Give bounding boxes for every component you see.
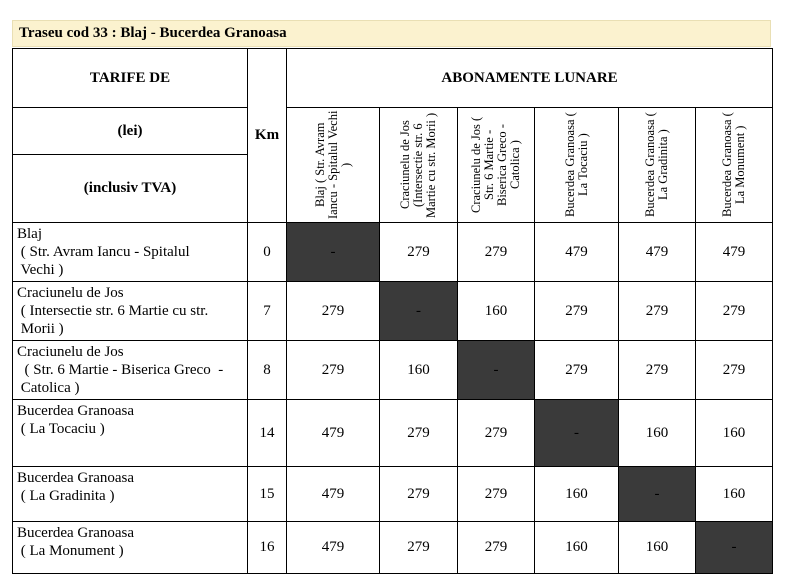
column-header-5 bbox=[696, 108, 773, 223]
row-label-line: Vechi ) bbox=[17, 262, 64, 278]
km-value: 15 bbox=[248, 467, 287, 522]
header-tarife: TARIFE DE bbox=[13, 49, 248, 108]
header-km: Km bbox=[248, 49, 287, 223]
price-cell: 160 bbox=[535, 522, 619, 574]
table-row bbox=[13, 400, 773, 467]
row-label-line: ( La Tocaciu ) bbox=[17, 421, 105, 437]
km-value: 7 bbox=[248, 282, 287, 341]
column-header-1 bbox=[380, 108, 458, 223]
route-title-bar bbox=[12, 20, 771, 47]
table-row bbox=[13, 223, 773, 282]
price-cell: 479 bbox=[696, 223, 773, 282]
row-label-line: ( Intersectie str. 6 Martie cu str. bbox=[17, 303, 209, 319]
row-label bbox=[13, 522, 248, 574]
row-label-line: Bucerdea Granoasa bbox=[17, 470, 135, 486]
column-header-label: Bucerdea Granoasa ( La Tocaciu ) bbox=[562, 112, 590, 218]
price-cell: 279 bbox=[619, 341, 696, 400]
row-label-line: Bucerdea Granoasa bbox=[17, 525, 135, 541]
price-cell: 279 bbox=[380, 522, 458, 574]
price-cell: 279 bbox=[287, 341, 380, 400]
column-header-label: Bucerdea Granoasa ( La Gradinita ) bbox=[643, 112, 670, 218]
row-label bbox=[13, 341, 248, 400]
row-label-line: ( La Monument ) bbox=[17, 543, 124, 559]
price-cell: 279 bbox=[535, 341, 619, 400]
column-header-0 bbox=[287, 108, 380, 223]
price-cell: 279 bbox=[696, 282, 773, 341]
row-label-line: Blaj bbox=[17, 226, 42, 242]
column-header-label: Craciunelu de Jos (Intersectie str. 6 Martie cu str. Morii ) bbox=[398, 112, 438, 218]
row-label-line: ( Str. 6 Martie - Biserica Greco - bbox=[17, 362, 224, 378]
price-cell: 279 bbox=[619, 282, 696, 341]
row-label-line: Craciunelu de Jos bbox=[17, 285, 124, 301]
price-cell: 279 bbox=[380, 400, 458, 467]
row-label bbox=[13, 223, 248, 282]
price-cell: 279 bbox=[458, 400, 535, 467]
km-value: 0 bbox=[248, 223, 287, 282]
price-cell: 479 bbox=[287, 400, 380, 467]
price-cell: 479 bbox=[619, 223, 696, 282]
table-row bbox=[13, 341, 773, 400]
diagonal-cell: - bbox=[619, 467, 696, 522]
price-cell: 160 bbox=[458, 282, 535, 341]
diagonal-cell: - bbox=[535, 400, 619, 467]
table-row bbox=[13, 282, 773, 341]
column-header-label: Blaj ( Str. Avram Iancu - Spitalul Vechi ) bbox=[312, 110, 353, 220]
row-label bbox=[13, 400, 248, 467]
diagonal-cell: - bbox=[287, 223, 380, 282]
column-header-3 bbox=[535, 108, 619, 223]
km-value: 16 bbox=[248, 522, 287, 574]
diagonal-cell: - bbox=[458, 341, 535, 400]
route-title: Traseu cod 33 : Blaj - Bucerdea Granoasa bbox=[19, 25, 287, 41]
price-cell: 279 bbox=[458, 522, 535, 574]
price-cell: 160 bbox=[696, 400, 773, 467]
column-header-4 bbox=[619, 108, 696, 223]
header-lei: (lei) bbox=[13, 108, 248, 155]
column-header-2 bbox=[458, 108, 535, 223]
price-cell: 279 bbox=[535, 282, 619, 341]
row-label-line: ( Str. Avram Iancu - Spitalul bbox=[17, 244, 190, 260]
table-row bbox=[13, 467, 773, 522]
row-label bbox=[13, 467, 248, 522]
row-label-line: Bucerdea Granoasa bbox=[17, 403, 135, 419]
header-abonamente: ABONAMENTE LUNARE bbox=[287, 49, 773, 108]
price-cell: 279 bbox=[458, 467, 535, 522]
price-cell: 279 bbox=[458, 223, 535, 282]
diagonal-cell: - bbox=[696, 522, 773, 574]
header-tva: (inclusiv TVA) bbox=[13, 155, 248, 223]
km-value: 14 bbox=[248, 400, 287, 467]
price-cell: 279 bbox=[380, 223, 458, 282]
table-row bbox=[13, 522, 773, 574]
price-cell: 279 bbox=[380, 467, 458, 522]
price-cell: 479 bbox=[287, 467, 380, 522]
price-cell: 160 bbox=[380, 341, 458, 400]
row-label-line: Morii ) bbox=[17, 321, 64, 337]
row-label-line: Craciunelu de Jos bbox=[17, 344, 124, 360]
price-cell: 279 bbox=[696, 341, 773, 400]
price-cell: 160 bbox=[619, 522, 696, 574]
column-header-label: Craciunelu de Jos ( Str. 6 Martie - Biserica Greco - Catolica ) bbox=[469, 116, 522, 214]
price-cell: 160 bbox=[535, 467, 619, 522]
price-cell: 160 bbox=[696, 467, 773, 522]
diagonal-cell: - bbox=[380, 282, 458, 341]
price-cell: 160 bbox=[619, 400, 696, 467]
tariff-table bbox=[12, 48, 773, 574]
price-cell: 279 bbox=[287, 282, 380, 341]
row-label bbox=[13, 282, 248, 341]
column-header-label: Bucerdea Granoasa ( La Monument ) bbox=[720, 112, 748, 218]
price-cell: 479 bbox=[535, 223, 619, 282]
km-value: 8 bbox=[248, 341, 287, 400]
row-label-line: ( La Gradinita ) bbox=[17, 488, 115, 504]
price-cell: 479 bbox=[287, 522, 380, 574]
row-label-line: Catolica ) bbox=[17, 380, 80, 396]
